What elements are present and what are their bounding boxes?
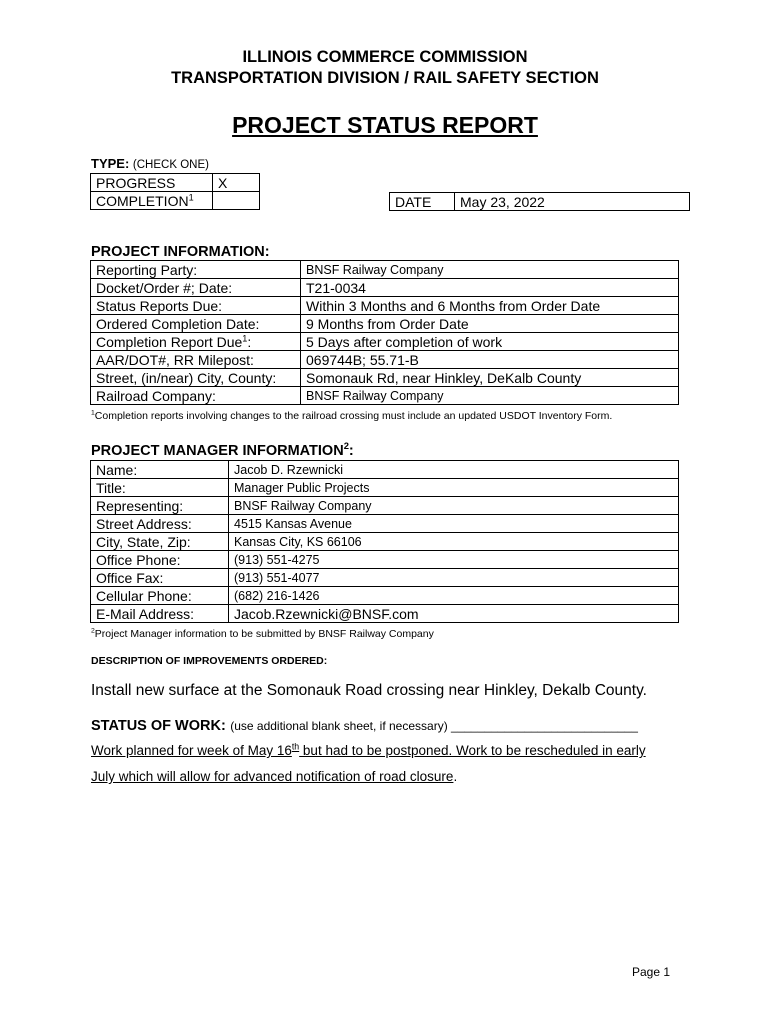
status-text-part-a: Work planned for week of May 16 bbox=[91, 743, 292, 758]
office-phone-value[interactable]: (913) 551-4275 bbox=[229, 551, 679, 569]
aar-dot-label: AAR/DOT#, RR Milepost: bbox=[91, 351, 301, 369]
project-info-table bbox=[90, 260, 679, 405]
status-label: STATUS OF WORK: bbox=[91, 718, 226, 734]
completion-report-due-label bbox=[91, 333, 301, 351]
footnote-1-text: Completion reports involving changes to the railroad crossing must include an updated USDOT Inventory Form. bbox=[94, 410, 613, 422]
type-hint: (CHECK ONE) bbox=[132, 159, 209, 171]
ordered-completion-label: Ordered Completion Date: bbox=[91, 315, 301, 333]
status-text-line-2 bbox=[91, 769, 457, 784]
division-name: TRANSPORTATION DIVISION / RAIL SAFETY SECTION bbox=[171, 69, 599, 87]
docket-value[interactable]: T21-0034 bbox=[301, 279, 679, 297]
label-colon: : bbox=[247, 333, 252, 350]
type-completion-text: COMPLETION bbox=[96, 192, 189, 209]
manager-title-value[interactable]: Manager Public Projects bbox=[229, 479, 679, 497]
footnote-number: 1 bbox=[91, 409, 95, 417]
cellular-phone-value[interactable]: (682) 216-1426 bbox=[229, 587, 679, 605]
type-label bbox=[91, 156, 209, 171]
page-title: PROJECT STATUS REPORT bbox=[232, 112, 538, 138]
office-fax-value[interactable]: (913) 551-4077 bbox=[229, 569, 679, 587]
railroad-company-value[interactable]: BNSF Railway Company bbox=[301, 387, 679, 405]
status-text-period: . bbox=[453, 769, 458, 784]
representing-label: Representing: bbox=[91, 497, 229, 515]
manager-name-label: Name: bbox=[91, 461, 229, 479]
footnote-1 bbox=[91, 410, 612, 422]
type-progress-label: PROGRESS bbox=[91, 174, 213, 192]
type-completion-label bbox=[91, 192, 213, 210]
status-text-line-2-text: July which will allow for advanced notification of road closure bbox=[91, 769, 454, 784]
completion-report-due-text: Completion Report Due bbox=[96, 333, 243, 350]
footnote-2-text: Project Manager information to be submitted by BNSF Railway Company bbox=[94, 628, 434, 640]
reporting-party-label: Reporting Party: bbox=[91, 261, 301, 279]
page-number: Page 1 bbox=[632, 965, 671, 979]
manager-info-table bbox=[90, 460, 679, 623]
street-address-label: Street Address: bbox=[91, 515, 229, 533]
footnote-number: 2 bbox=[91, 627, 95, 635]
manager-info-heading-text: PROJECT MANAGER INFORMATION bbox=[91, 443, 344, 459]
status-reports-due-label: Status Reports Due: bbox=[91, 297, 301, 315]
manager-title-label: Title: bbox=[91, 479, 229, 497]
footnote-2 bbox=[91, 628, 434, 640]
status-heading bbox=[91, 717, 638, 735]
date-table bbox=[389, 192, 690, 211]
email-label: E-Mail Address: bbox=[91, 605, 229, 623]
email-value[interactable]: Jacob.Rzewnicki@BNSF.com bbox=[229, 605, 679, 623]
type-label-text: TYPE: bbox=[91, 156, 130, 171]
aar-dot-value[interactable]: 069744B; 55.71-B bbox=[301, 351, 679, 369]
improvements-heading: DESCRIPTION OF IMPROVEMENTS ORDERED: bbox=[91, 655, 328, 667]
status-text-part-b: but had to be postponed. Work to be rescheduled in early bbox=[299, 743, 646, 758]
docket-label: Docket/Order #; Date: bbox=[91, 279, 301, 297]
manager-name-value[interactable]: Jacob D. Rzewnicki bbox=[229, 461, 679, 479]
representing-value[interactable]: BNSF Railway Company bbox=[229, 497, 679, 515]
city-state-zip-label: City, State, Zip: bbox=[91, 533, 229, 551]
date-value[interactable]: May 23, 2022 bbox=[455, 193, 690, 211]
cellular-phone-label: Cellular Phone: bbox=[91, 587, 229, 605]
project-info-heading: PROJECT INFORMATION: bbox=[91, 244, 270, 260]
street-address-value[interactable]: 4515 Kansas Avenue bbox=[229, 515, 679, 533]
commission-name: ILLINOIS COMMERCE COMMISSION bbox=[242, 48, 528, 66]
footnote-ref: 1 bbox=[242, 332, 248, 343]
type-table bbox=[90, 173, 260, 210]
status-reports-due-value[interactable]: Within 3 Months and 6 Months from Order Date bbox=[301, 297, 679, 315]
street-city-county-value[interactable]: Somonauk Rd, near Hinkley, DeKalb County bbox=[301, 369, 679, 387]
office-phone-label: Office Phone: bbox=[91, 551, 229, 569]
manager-info-heading bbox=[91, 440, 354, 459]
ordinal-suffix: th bbox=[291, 741, 300, 752]
type-progress-checkbox[interactable]: X bbox=[213, 174, 260, 192]
heading-colon: : bbox=[348, 443, 354, 459]
type-completion-checkbox[interactable] bbox=[213, 192, 260, 210]
reporting-party-value[interactable]: BNSF Railway Company bbox=[301, 261, 679, 279]
improvements-text: Install new surface at the Somonauk Road crossing near Hinkley, Dekalb County. bbox=[91, 682, 647, 699]
completion-report-due-value[interactable]: 5 Days after completion of work bbox=[301, 333, 679, 351]
railroad-company-label: Railroad Company: bbox=[91, 387, 301, 405]
date-label: DATE bbox=[390, 193, 455, 211]
street-city-county-label: Street, (in/near) City, County: bbox=[91, 369, 301, 387]
ordered-completion-value[interactable]: 9 Months from Order Date bbox=[301, 315, 679, 333]
footnote-ref: 1 bbox=[188, 191, 194, 202]
status-hint: (use additional blank sheet, if necessary) ____________________________ bbox=[230, 719, 638, 733]
office-fax-label: Office Fax: bbox=[91, 569, 229, 587]
city-state-zip-value[interactable]: Kansas City, KS 66106 bbox=[229, 533, 679, 551]
footnote-ref: 2 bbox=[343, 440, 349, 452]
status-text-line-1 bbox=[91, 743, 646, 758]
